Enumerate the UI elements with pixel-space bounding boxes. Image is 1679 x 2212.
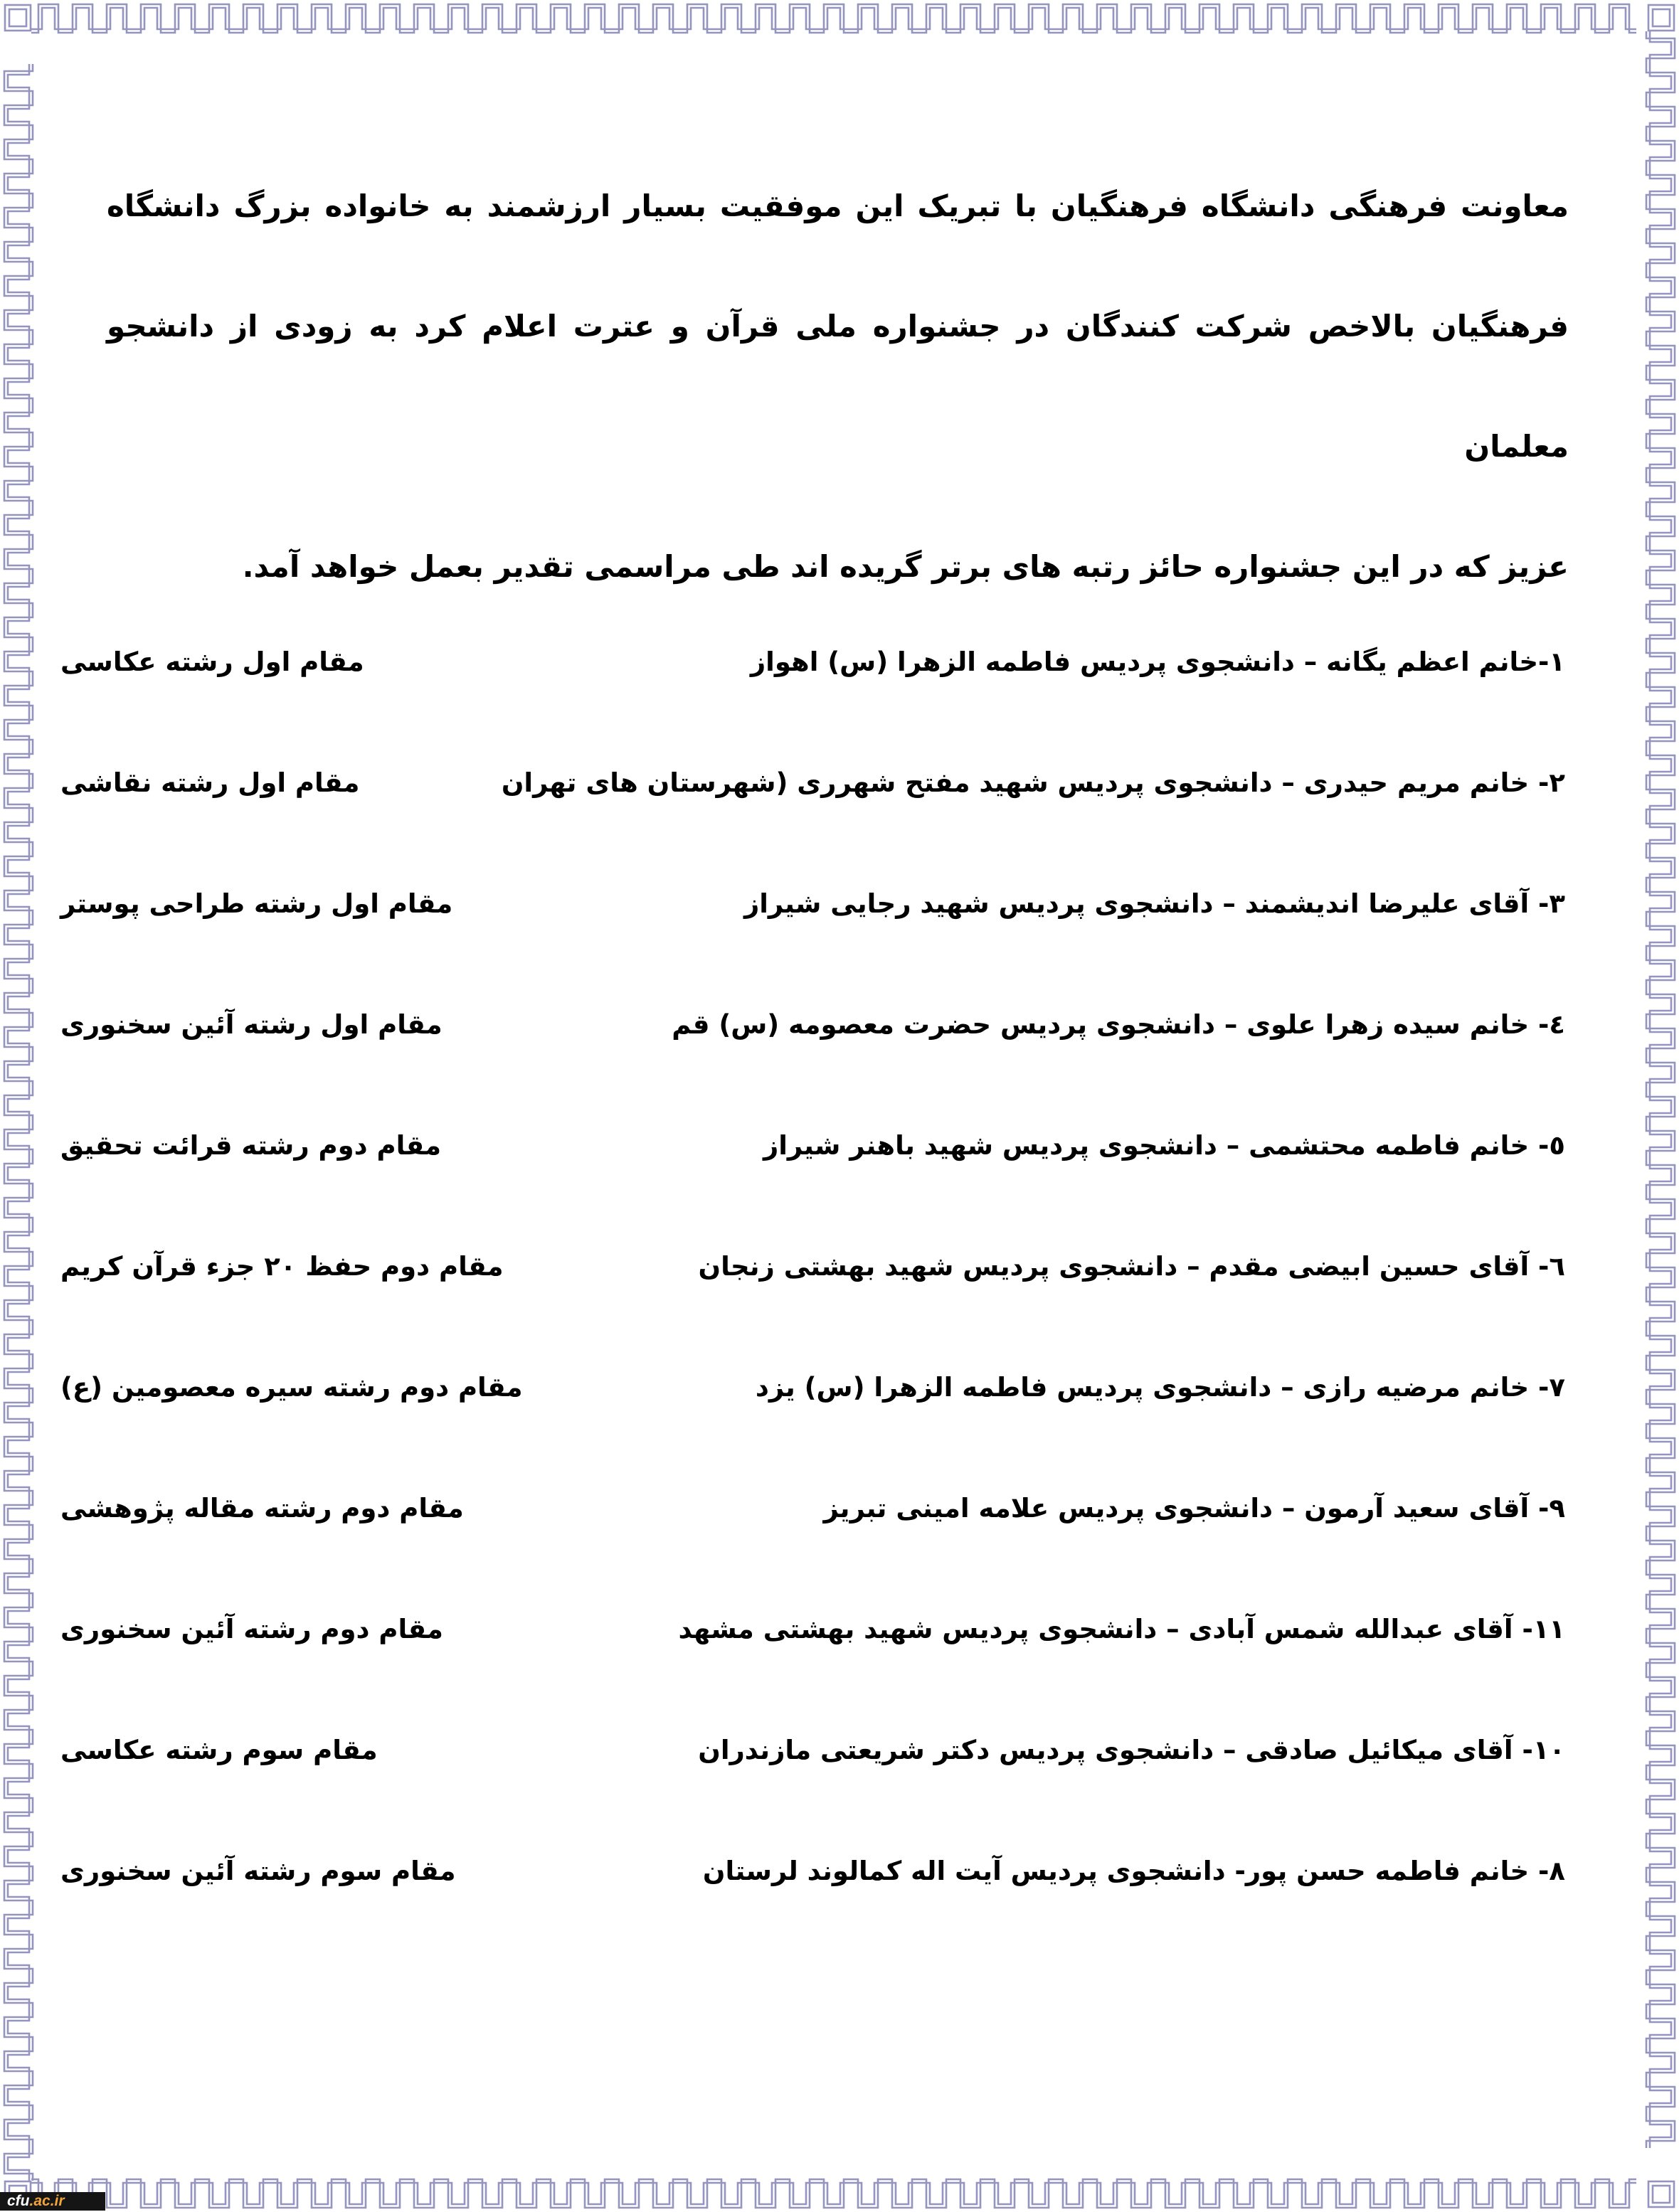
winner-row xyxy=(60,1810,1565,1931)
winner-row xyxy=(60,601,1565,722)
winner-entry: ٣- آقای علیرضا اندیشمند – دانشجوی پردیس شهید رجایی شیراز xyxy=(743,888,1565,919)
winner-entry: ١٠- آقای میکائیل صادقی – دانشجوی پردیس دکتر شریعتی مازندران xyxy=(698,1734,1565,1765)
winner-row xyxy=(60,964,1565,1085)
winner-entry: ٥- خانم فاطمه محتشمی – دانشجوی پردیس شهید باهنر شیراز xyxy=(763,1129,1565,1161)
watermark-prefix: cfu xyxy=(7,2193,30,2209)
winner-entry: ٨- خانم فاطمه حسن پور- دانشجوی پردیس آیت اله کمالوند لرستان xyxy=(702,1855,1565,1886)
winner-entry: ١-خانم اعظم یگانه – دانشجوی پردیس فاطمه الزهرا (س) اهواز xyxy=(750,646,1565,677)
winner-row xyxy=(60,1085,1565,1206)
intro-line-2: فرهنگیان بالاخص شرکت کنندگان در جشنواره ملی قرآن و عترت اعلام کرد به زودی از دانشجو معلمان xyxy=(107,309,1569,464)
winner-entry: ١١- آقای عبدالله شمس آبادی – دانشجوی پردیس شهید بهشتی مشهد xyxy=(678,1613,1565,1644)
winner-award: مقام سوم رشته عکاسی xyxy=(60,1734,378,1765)
winner-entry: ٦- آقای حسین ابیضی مقدم – دانشجوی پردیس شهید بهشتی زنجان xyxy=(698,1250,1565,1282)
winner-row xyxy=(60,1447,1565,1568)
intro-line-3: عزیز که در این جشنواره حائز رتبه های برتر گریده اند طی مراسمی تقدیر بعمل خواهد آمد. xyxy=(242,549,1569,584)
intro-line-1: معاونت فرهنگی دانشگاه فرهنگیان با تبریک این موفقیت بسیار ارزشمند به خانواده بزرگ دانشگاه xyxy=(107,188,1569,223)
winner-entry: ٢- خانم مریم حیدری – دانشجوی پردیس شهید مفتح شهرری (شهرستان های تهران xyxy=(501,767,1565,798)
winner-award: مقام دوم رشته سیره معصومین (ع) xyxy=(60,1371,523,1403)
intro-paragraph xyxy=(107,146,1569,627)
winner-award: مقام دوم رشته مقاله پژوهشی xyxy=(60,1492,464,1524)
site-watermark xyxy=(0,2192,105,2211)
winner-row xyxy=(60,843,1565,964)
winner-row xyxy=(60,1206,1565,1326)
winner-award: مقام اول رشته طراحی پوستر xyxy=(60,888,453,919)
winner-list xyxy=(60,601,1565,1931)
winner-row xyxy=(60,1568,1565,1689)
winner-row xyxy=(60,1689,1565,1810)
winner-row xyxy=(60,1326,1565,1447)
winner-award: مقام سوم رشته آئین سخنوری xyxy=(60,1855,456,1886)
winner-award: مقام اول رشته نقاشی xyxy=(60,767,360,798)
winner-award: مقام دوم حفظ ٢٠ جزء قرآن کریم xyxy=(60,1250,504,1282)
winner-entry: ٧- خانم مرضیه رازی – دانشجوی پردیس فاطمه الزهرا (س) یزد xyxy=(755,1371,1565,1403)
winner-row xyxy=(60,722,1565,843)
winner-entry: ٩- آقای سعید آرمون – دانشجوی پردیس علامه امینی تبریز xyxy=(823,1492,1565,1524)
winner-award: مقام اول رشته آئین سخنوری xyxy=(60,1009,443,1040)
winner-entry: ٤- خانم سیده زهرا علوی – دانشجوی پردیس حضرت معصومه (س) قم xyxy=(672,1009,1565,1040)
winner-award: مقام اول رشته عکاسی xyxy=(60,646,364,677)
winner-award: مقام دوم رشته آئین سخنوری xyxy=(60,1613,443,1644)
winner-award: مقام دوم رشته قرائت تحقیق xyxy=(60,1129,442,1161)
watermark-suffix: .ac.ir xyxy=(29,2193,65,2209)
